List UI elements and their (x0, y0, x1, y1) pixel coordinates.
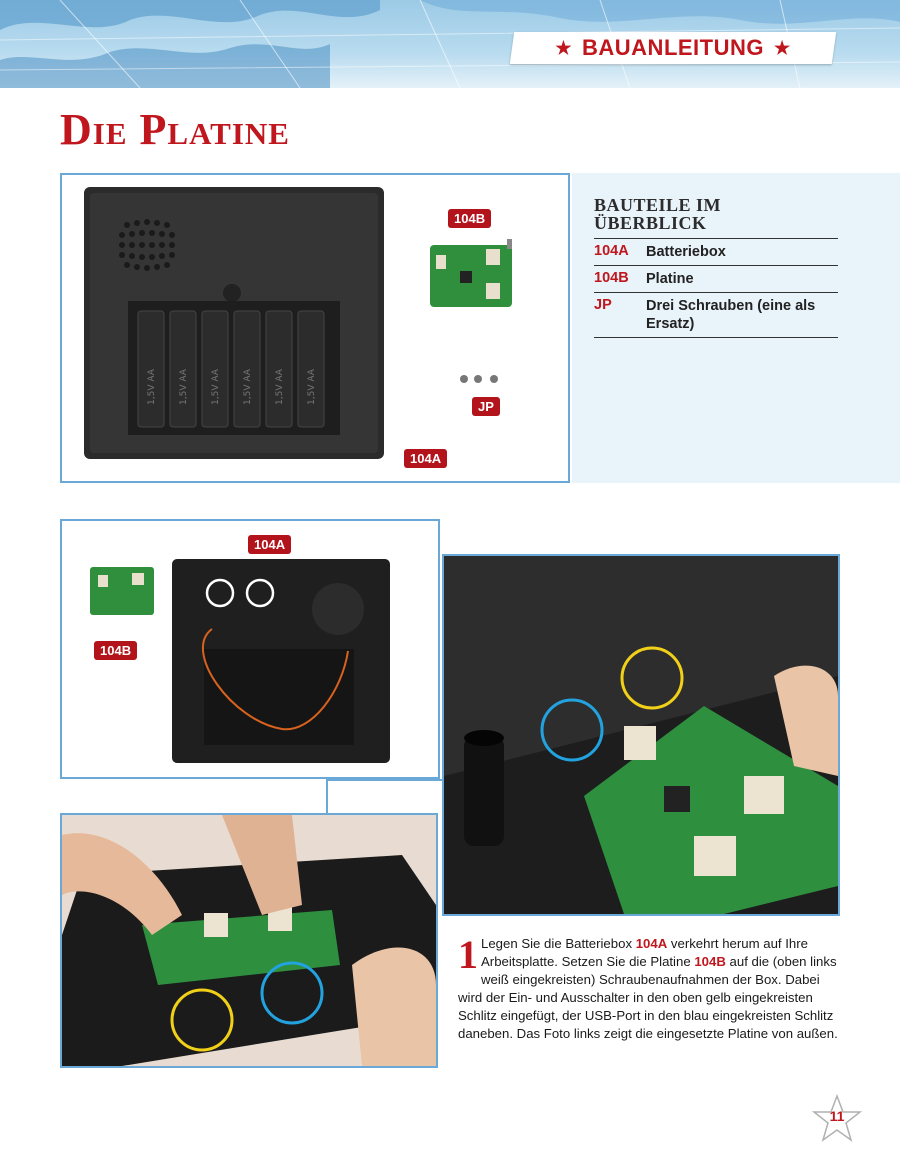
step1-photo-top (60, 519, 440, 779)
parts-row (594, 265, 838, 292)
caption-text: auf die (oben links weiß eingekreisten) Schraubenaufnahmen der Box. Dabei wird der Ein- und Ausschalter in den oben gelb eingekreisten Schlitz eingefügt, der USB-Port in den blau eingekreisten Schlitz daneben. Das Foto links zeigt die eingesetzte Platine von außen. (458, 954, 838, 1041)
caption-text: Legen Sie die Batteriebox (481, 936, 636, 951)
battery-slot-text: 1,5V AA (307, 369, 317, 405)
caption-ref: 104A (635, 936, 668, 951)
step1-caption (458, 932, 843, 1043)
part-code: 104A (594, 243, 629, 259)
step1-photo-outside (60, 813, 438, 1068)
page-number-badge (812, 1094, 862, 1144)
part-name: Platine (646, 271, 694, 287)
part-code: 104B (594, 270, 629, 286)
battery-slot-text: 1,5V AA (275, 369, 285, 405)
caption-ref: 104B (694, 954, 726, 969)
battery-slot-text: 1,5V AA (211, 369, 221, 405)
part-name: Batteriebox (646, 244, 726, 260)
star-icon: ★ (555, 37, 572, 58)
section-banner-label: BAUANLEITUNG (582, 35, 764, 60)
parts-row (594, 238, 838, 265)
label-104a: 104A (404, 449, 447, 468)
frame-connector (326, 779, 442, 813)
star-icon: ★ (774, 37, 791, 58)
label-104a: 104A (248, 535, 291, 554)
box-outside-photo (62, 815, 436, 1066)
label-104b: 104B (448, 209, 491, 228)
battery-slot-text: 1,5V AA (147, 369, 157, 405)
parts-title-line2: ÜBERBLICK (594, 213, 707, 233)
step-number: 1 (458, 932, 478, 977)
parts-row (594, 292, 838, 338)
parts-list (594, 238, 838, 338)
section-banner (512, 32, 834, 64)
battery-slot-text: 1,5V AA (179, 369, 189, 405)
page-number: 11 (829, 1108, 845, 1124)
parts-title-line1: BAUTEILE IM (594, 195, 722, 215)
caption-text: verkehrt herum auf Ihre Arbeitsplatte. Setzen Sie die Platine (481, 936, 808, 969)
label-104b: 104B (94, 641, 137, 660)
parts-overview-title (594, 196, 834, 232)
part-code: JP (594, 297, 612, 313)
label-jp: JP (472, 397, 500, 416)
board-closeup-photo (444, 556, 838, 914)
parts-photo (62, 175, 568, 481)
step1-photo-closeup (442, 554, 840, 916)
page-title: Die Platine (60, 105, 290, 154)
parts-photo-frame (60, 173, 570, 483)
battery-slot-text: 1,5V AA (243, 369, 253, 405)
part-name: Drei Schrauben (eine als Ersatz) (646, 298, 816, 332)
